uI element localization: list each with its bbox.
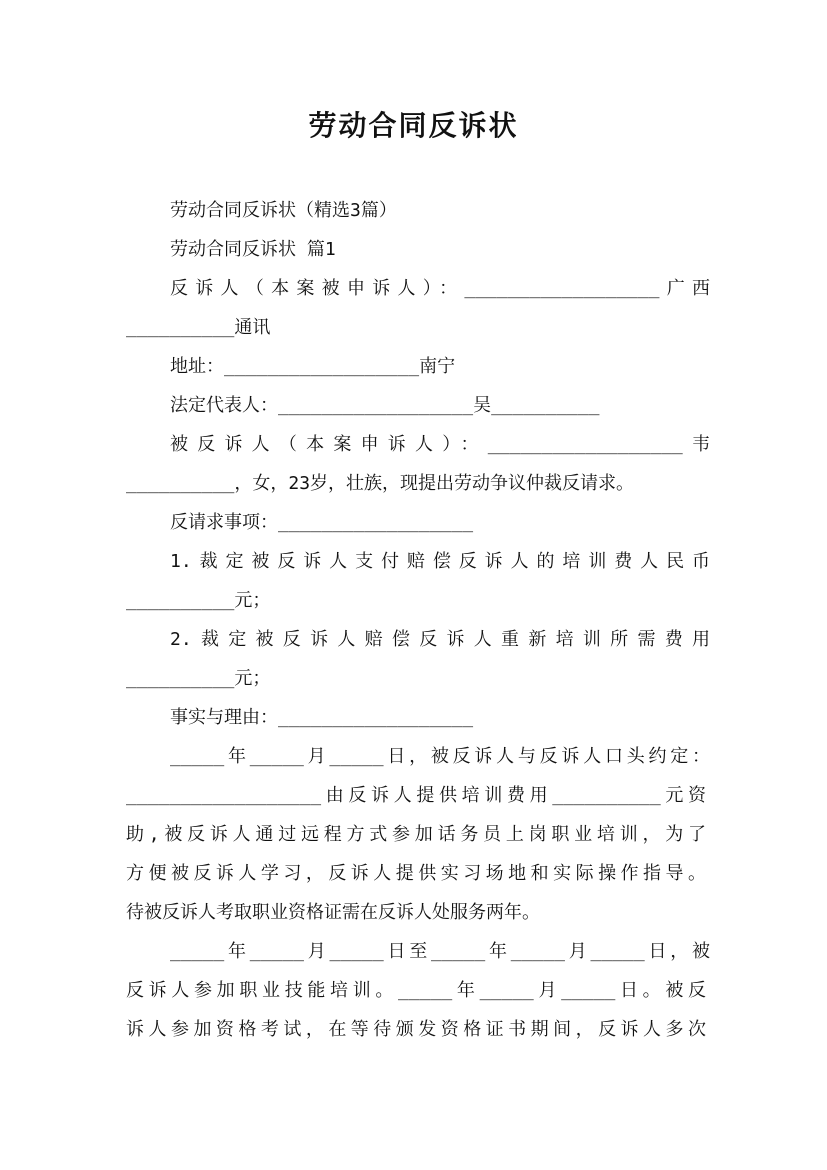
text-line: 反诉人（本案被申诉人）：__________________广西 [170,278,710,299]
text-line: 助,被反诉人通过远程方式参加话务员上岗职业培训，为了 [126,824,706,845]
text-line: 劳动合同反诉状（精选3篇） [170,200,397,221]
text-line: 劳动合同反诉状 篇1 [170,239,336,260]
text-line: 反诉人参加职业技能培训。_____年_____月_____日。被反 [126,980,706,1001]
text-line: _____年_____月_____日至_____年_____月_____日，被 [170,941,710,962]
text-line: __________元； [126,668,271,689]
text-line: _____年_____月_____日，被反诉人与反诉人口头约定： [170,746,710,767]
text-line: __________通讯 [126,317,271,338]
text-line: 待被反诉人考取职业资格证需在反诉人处服务两年。 [126,902,540,923]
text-line: 方便被反诉人学习，反诉人提供实习场地和实际操作指导。 [126,863,706,884]
text-line: 1.裁定被反诉人支付赔偿反诉人的培训费人民币 [170,551,710,572]
text-line: 法定代表人：__________________吴__________ [170,395,600,416]
text-line: __________元； [126,590,271,611]
text-line: __________，女，23岁，壮族，现提出劳动争议仲裁反请求。 [126,473,635,494]
text-line: 事实与理由：__________________ [170,707,474,728]
text-line: 被反诉人（本案申诉人）：__________________韦 [170,434,710,455]
text-line: 2.裁定被反诉人赔偿反诉人重新培训所需费用 [170,629,710,650]
text-line: 地址：__________________南宁 [170,356,456,377]
document-title: 劳动合同反诉状 [308,109,519,142]
text-line: __________________由反诉人提供培训费用__________元资 [126,785,706,806]
text-line: 诉人参加资格考试，在等待颁发资格证书期间，反诉人多次 [126,1019,706,1040]
text-line: 反请求事项：__________________ [170,512,474,533]
